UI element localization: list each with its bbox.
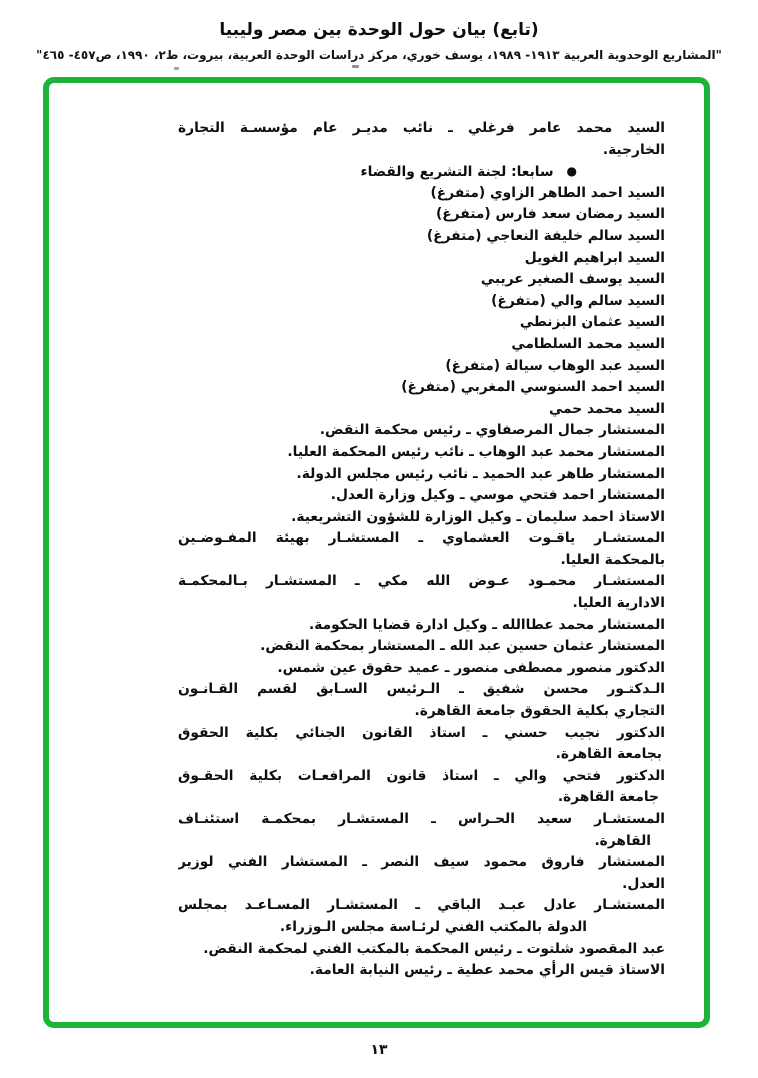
list-line-text: الخارجية. [602,141,665,158]
list-line [178,615,665,637]
list-line [178,787,665,809]
name-list [178,118,665,982]
list-line [178,874,665,896]
list-line [178,701,665,723]
list-line [178,917,665,939]
list-line-text: الدولة بالمكتب الفني لرئـاسة مجلس الـوزراء. [279,918,587,935]
list-line-text: المستشار جمال المرصفاوي ـ رئيس محكمة النقض. [319,422,665,439]
list-line [178,571,665,593]
list-line-text: الاستاذ احمد سليمان ـ وكيل الوزارة للشؤون التشريعية. [291,508,665,525]
list-line [178,183,665,205]
list-line [178,550,665,572]
list-line-text: السيد يوسف الصغير عريبي [480,271,665,288]
list-line-text: التجاري بكلية الحقوق جامعة القاهرة. [414,703,665,720]
list-line [178,485,665,507]
list-line-text: السيد محمد حمي [548,400,665,417]
list-line [178,420,665,442]
list-line-text: المستشـار محمـود عـوض الله مكي ـ المستشـار بـالمحكمـة [178,573,665,590]
list-line-text: الدكتور نجيب حسني ـ استاذ القانون الجنائي بكلية الحقوق [178,724,665,741]
list-line-text: السيد احمد السنوسي المغربي (متفرغ) [401,379,665,396]
list-line [178,809,665,831]
list-line-text: الاستاذ قيس الرأي محمد عطية ـ رئيس النيابة العامة. [309,962,665,979]
list-line [178,593,665,615]
page-title: (تابع) بيان حول الوحدة بين مصر وليبيا [219,20,539,40]
list-line [178,312,665,334]
list-line-text: السيد رمضان سعد فارس (متفرغ) [435,206,665,223]
list-line-text: المستشار احمد فتحي موسي ـ وكيل وزارة العدل. [330,487,665,504]
list-line-text: بالمحكمة العليا. [560,551,665,568]
list-line-text: الـدكتـور محسن شفيق ـ الـرئيس السـابق لقسم القـانـون [178,681,665,698]
list-line [178,528,665,550]
list-line [178,356,665,378]
list-line-text: العدل. [622,875,665,892]
list-line [178,377,665,399]
list-line-text: المستشار طاهر عبد الحميد ـ نائب رئيس مجلس الدولة. [296,465,665,482]
list-line [178,679,665,701]
page-number: ١٣ [370,1042,388,1058]
citation: "المشاريع الوحدوية العربية ١٩١٣- ١٩٨٩، يوسف خوري، مركز دراسات الوحدة العربية، بيروت، ط٢، ١٩٩٠، ص٤٥٧- ٤٦٥" [36,48,722,62]
list-line [178,766,665,788]
list-line [178,939,665,961]
list-line [178,140,665,162]
list-line [178,895,665,917]
list-line [178,269,665,291]
list-line [178,399,665,421]
list-line [178,852,665,874]
list-line [178,723,665,745]
list-line-text: السيد احمد الطاهر الزاوي (متفرغ) [430,184,665,201]
list-line-text: المستشار عثمان حسين عبد الله ـ المستشار بمحكمة النقض. [260,638,665,655]
list-line [178,442,665,464]
list-line [178,334,665,356]
list-line-text: السيد سالم خليفة النعاجي (متفرغ) [426,227,665,244]
scan-speck [352,65,359,68]
list-line-text: السيد ابراهيم الغويل [524,249,665,266]
list-line [178,161,665,183]
list-line-text: بجامعة القاهرة. [555,746,662,763]
list-line [178,118,665,140]
list-line-text: المستشـار عادل عبـد الباقي ـ المستشـار المسـاعـد بمجلس [178,897,665,914]
list-line [178,960,665,982]
list-line-text: السيد محمد عامر فرغلي ـ نائب مديـر عام مؤسسـة التجارة [178,120,665,136]
list-line-text: السيد محمد السلطامي [511,335,665,352]
list-line-text: المستشار محمد عبد الوهاب ـ نائب رئيس المحكمة العليا. [287,443,665,460]
list-line [178,744,665,766]
list-line-text: المستشـار سعيد الحـراس ـ المستشـار بمحكمـة استئنـاف [178,811,665,827]
list-line-text: سابعا: لجنة التشريع والقضاء [360,164,554,181]
list-line-text: الدكتور منصور مصطفى منصور ـ عميد حقوق عين شمس. [277,659,665,676]
list-line-text: المستشـار ياقـوت العشماوي ـ المستشـار بهيئة المفـوضـين [178,530,665,547]
list-line-text: السيد عبد الوهاب سيالة (متفرغ) [445,357,665,374]
list-line [178,226,665,248]
list-line [178,507,665,529]
list-line-text: الدكتور فتحي والي ـ استاذ قانون المرافعـات بكلية الحقـوق [178,767,665,784]
list-line-text: المستشار محمد عطاالله ـ وكيل ادارة قضايا الحكومة. [308,616,665,633]
list-line-text: السيد سالم والي (متفرغ) [491,292,665,309]
list-line-text: عبد المقصود شلتوت ـ رئيس المحكمة بالمكتب الفني لمحكمة النقض. [203,940,665,957]
list-line [178,204,665,226]
scan-speck [174,67,179,70]
list-line [178,658,665,680]
list-line [178,291,665,313]
list-line [178,636,665,658]
list-line [178,248,665,270]
list-line-text: القاهرة. [594,832,651,849]
list-line [178,464,665,486]
list-line-text: السيد عثمان البزنطي [519,314,665,331]
list-line-text: المستشار فاروق محمود سيف النصر ـ المستشار الفني لوزير [178,854,665,871]
bullet-icon: ● [566,164,577,179]
list-line-text: جامعة القاهرة. [557,789,659,806]
list-line-text: الادارية العليا. [572,595,665,612]
list-line [178,831,665,853]
